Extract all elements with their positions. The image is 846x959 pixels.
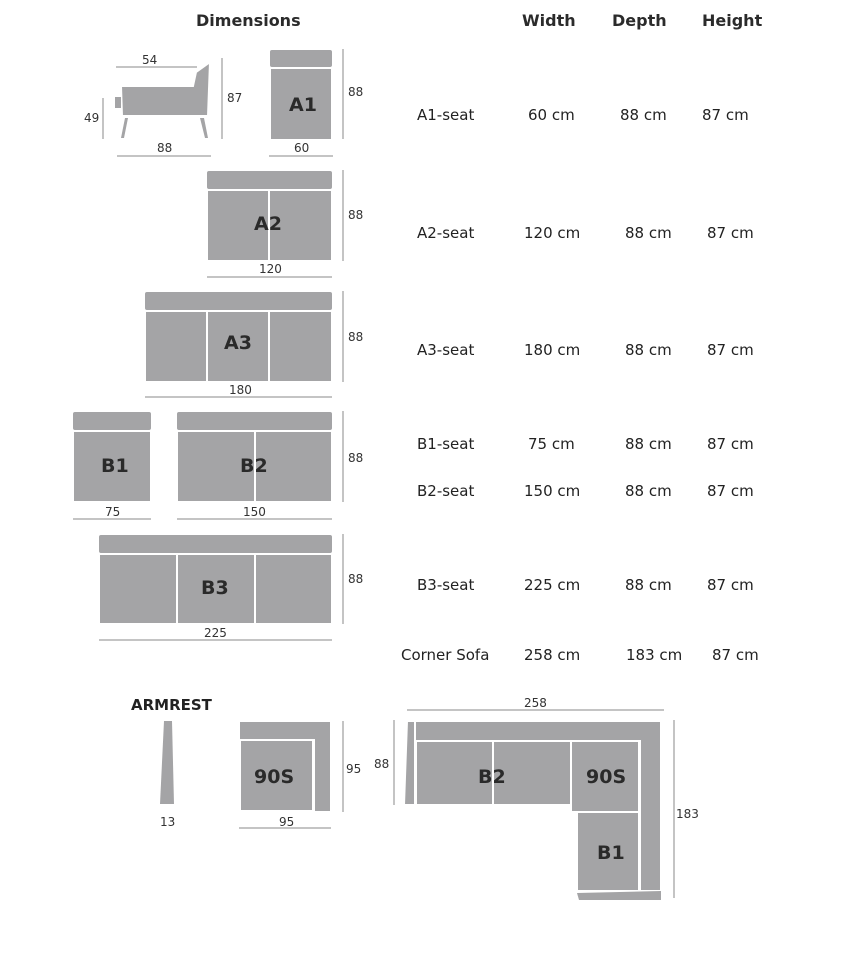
- row-width-b2: 150 cm: [524, 482, 581, 500]
- side-profile-drawing: [84, 53, 242, 156]
- row-height-b3: 87 cm: [707, 576, 754, 594]
- b1-drawing: [72, 411, 152, 519]
- row-width-b1: 75 cm: [528, 435, 575, 453]
- depth-header: Depth: [612, 11, 667, 30]
- armrest-width-dim: 13: [160, 815, 176, 829]
- b3-label: B3: [201, 577, 229, 599]
- side-profile-body: [121, 62, 210, 116]
- armrest-title: ARMREST: [131, 696, 212, 714]
- armrest-shape: [160, 721, 174, 804]
- a2-drawing: [206, 170, 363, 277]
- a3-backrest: [144, 291, 333, 311]
- row-name-corner: Corner Sofa: [401, 646, 490, 664]
- row-width-b3: 225 cm: [524, 576, 581, 594]
- a3-label: A3: [224, 332, 252, 354]
- row-height-a3: 87 cm: [707, 341, 754, 359]
- a3-depth-dim: 88: [348, 330, 364, 344]
- row-height-b1: 87 cm: [707, 435, 754, 453]
- a3-width-dim: 180: [229, 383, 252, 397]
- corner-top-dim: 258: [524, 696, 547, 710]
- a2-width-dim: 120: [259, 262, 282, 276]
- row-name-b2: B2-seat: [417, 482, 475, 500]
- row-height-a2: 87 cm: [707, 224, 754, 242]
- row-name-b3: B3-seat: [417, 576, 475, 594]
- a3-seat-right: [269, 311, 332, 382]
- b2-label: B2: [240, 455, 268, 477]
- width-header: Width: [522, 11, 576, 30]
- side-profile-leg-left: [121, 118, 128, 138]
- b3-seat-left: [99, 554, 177, 624]
- a3-seat-left: [145, 311, 207, 382]
- side-left-dim: 49: [84, 111, 100, 125]
- b1-label: B1: [101, 455, 129, 477]
- row-depth-a2: 88 cm: [625, 224, 672, 242]
- row-depth-b1: 88 cm: [625, 435, 672, 453]
- row-width-corner: 258 cm: [524, 646, 581, 664]
- a1-width-dim: 60: [294, 141, 310, 155]
- b1-width-dim: 75: [105, 505, 121, 519]
- corner-90s-label: 90S: [586, 766, 627, 788]
- row-depth-corner: 183 cm: [626, 646, 683, 664]
- 90s-depth-dim: 95: [346, 762, 362, 776]
- a2-label: A2: [254, 213, 282, 235]
- 90s-label: 90S: [254, 766, 295, 788]
- side-profile-leg-right: [200, 118, 208, 138]
- corner-b1-armrest: [577, 891, 661, 900]
- a3-drawing: [144, 291, 363, 397]
- row-width-a1: 60 cm: [528, 106, 575, 124]
- a2-backrest: [206, 170, 333, 190]
- corner-left-dim: 88: [374, 757, 390, 771]
- b1-backrest: [72, 411, 152, 431]
- row-width-a3: 180 cm: [524, 341, 581, 359]
- 90s-drawing: [239, 721, 361, 829]
- corner-b2-label: B2: [478, 766, 506, 788]
- row-depth-b2: 88 cm: [625, 482, 672, 500]
- b3-width-dim: 225: [204, 626, 227, 640]
- a1-backrest: [269, 49, 333, 68]
- row-depth-a1: 88 cm: [620, 106, 667, 124]
- a2-depth-dim: 88: [348, 208, 364, 222]
- 90s-width-dim: 95: [279, 815, 295, 829]
- dimensions-header: Dimensions: [196, 11, 301, 30]
- height-header: Height: [702, 11, 763, 30]
- corner-b1-label: B1: [597, 842, 625, 864]
- row-height-b2: 87 cm: [707, 482, 754, 500]
- corner-armrest: [404, 721, 415, 805]
- b2-backrest: [176, 411, 333, 431]
- row-height-a1: 87 cm: [702, 106, 749, 124]
- row-depth-a3: 88 cm: [625, 341, 672, 359]
- side-bottom-dim: 88: [157, 141, 173, 155]
- b2-depth-dim: 88: [348, 451, 364, 465]
- b3-seat-right: [255, 554, 332, 624]
- armrest-drawing: [160, 721, 175, 829]
- side-right-dim: 87: [227, 91, 243, 105]
- b2-width-dim: 150: [243, 505, 266, 519]
- b3-backrest: [98, 534, 333, 554]
- row-width-a2: 120 cm: [524, 224, 581, 242]
- row-height-corner: 87 cm: [712, 646, 759, 664]
- b2-drawing: [176, 411, 363, 519]
- row-name-a3: A3-seat: [417, 341, 475, 359]
- corner-sofa-drawing: [374, 696, 699, 900]
- a1-label: A1: [289, 94, 317, 116]
- side-top-dim: 54: [142, 53, 158, 67]
- corner-right-dim: 183: [676, 807, 699, 821]
- row-name-a1: A1-seat: [417, 106, 475, 124]
- b3-depth-dim: 88: [348, 572, 364, 586]
- row-name-a2: A2-seat: [417, 224, 475, 242]
- row-depth-b3: 88 cm: [625, 576, 672, 594]
- a1-drawing: [269, 49, 363, 156]
- side-profile-arm: [115, 97, 121, 108]
- a1-depth-dim: 88: [348, 85, 364, 99]
- b3-drawing: [98, 534, 363, 640]
- row-name-b1: B1-seat: [417, 435, 475, 453]
